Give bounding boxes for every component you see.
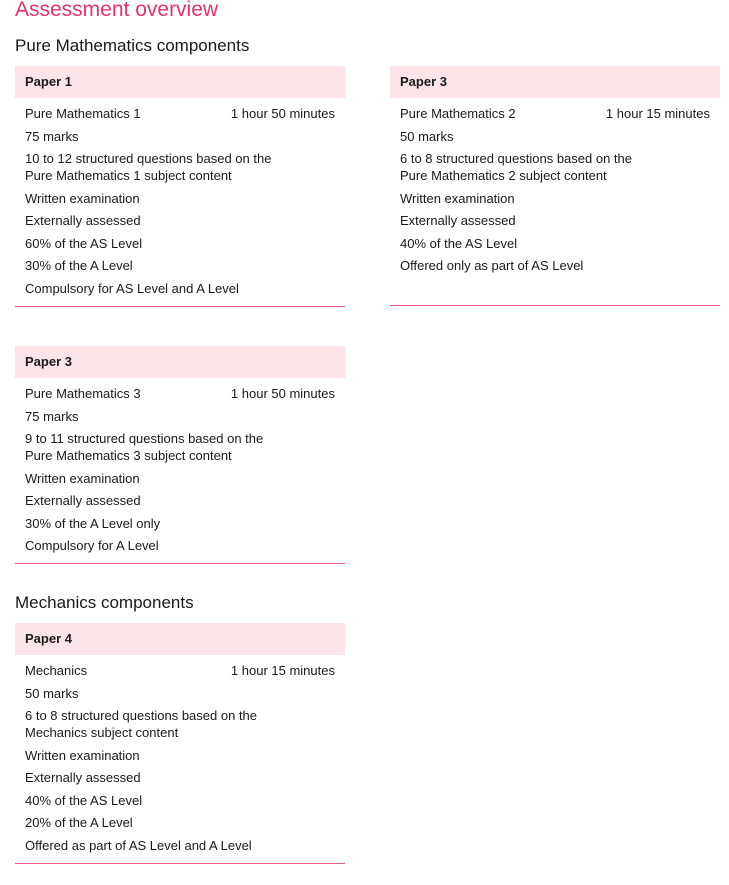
section-title-mechanics: Mechanics components: [15, 593, 194, 612]
paper-1-assessed: Externally assessed: [25, 213, 141, 228]
paper-1-questions-line2: Pure Mathematics 1 subject content: [25, 168, 232, 183]
paper-3-card: [15, 346, 345, 564]
paper-pm2-name: Pure Mathematics 2: [400, 106, 516, 121]
paper-1-body: [15, 98, 345, 306]
paper-3-body: [15, 378, 345, 563]
paper-3-marks: 75 marks: [25, 408, 79, 424]
paper-4-weight-as: 40% of the AS Level: [25, 792, 143, 808]
paper-3-header: Paper 3: [15, 346, 345, 378]
paper-4-header: Paper 4: [15, 623, 345, 655]
paper-1-exam: Written examination: [25, 190, 140, 206]
paper-1-marks: 75 marks: [25, 128, 79, 144]
paper-3-duration: 1 hour 50 minutes: [230, 386, 335, 401]
paper-3-questions-line1: 9 to 11 structured questions based on the: [25, 431, 264, 446]
paper-pm2-note: Offered only as part of AS Level: [400, 258, 584, 273]
paper-4-title-row: [25, 662, 335, 679]
paper-4-card: [15, 623, 345, 864]
paper-4-questions-line1: 6 to 8 structured questions based on the: [25, 708, 257, 723]
paper-4-duration: 1 hour 15 minutes: [230, 663, 335, 678]
paper-4-weight-a: 20% of the A Level: [25, 815, 133, 830]
paper-4-marks: 50 marks: [25, 685, 79, 701]
paper-pm2-marks: 50 marks: [400, 128, 454, 144]
paper-pm2-title-row: [400, 105, 710, 122]
paper-1-header: Paper 1: [15, 66, 345, 98]
section-title-pure: Pure Mathematics components: [15, 36, 250, 55]
paper-1-duration: 1 hour 50 minutes: [230, 106, 335, 121]
paper-pm2-card: [390, 66, 720, 306]
paper-pm2-header: Paper 3: [390, 66, 720, 98]
paper-3-assessed: Externally assessed: [25, 493, 141, 508]
paper-4-exam: Written examination: [25, 747, 140, 763]
paper-pm2-assessed: Externally assessed: [400, 213, 516, 228]
paper-pm2-questions-line2: Pure Mathematics 2 subject content: [400, 168, 607, 183]
paper-1-card: [15, 66, 345, 307]
paper-4-questions: [25, 707, 335, 741]
paper-3-name: Pure Mathematics 3: [25, 386, 141, 401]
paper-3-weight-a: 30% of the A Level only: [25, 515, 161, 531]
paper-4-note: Offered as part of AS Level and A Level: [25, 837, 252, 853]
paper-3-note: Compulsory for A Level: [25, 538, 159, 553]
paper-4-assessed: Externally assessed: [25, 770, 141, 785]
paper-pm2-questions: [400, 150, 710, 184]
paper-3-questions-line2: Pure Mathematics 3 subject content: [25, 448, 232, 463]
page-title: Assessment overview: [15, 0, 219, 21]
paper-1-questions: [25, 150, 335, 184]
paper-1-questions-line1: 10 to 12 structured questions based on the: [25, 151, 272, 166]
paper-pm2-body: [390, 98, 720, 305]
paper-3-exam: Written examination: [25, 470, 140, 486]
paper-3-title-row: [25, 385, 335, 402]
paper-4-questions-line2: Mechanics subject content: [25, 725, 179, 740]
paper-1-name: Pure Mathematics 1: [25, 106, 141, 121]
paper-1-note: Compulsory for AS Level and A Level: [25, 280, 239, 296]
paper-1-weight-as: 60% of the AS Level: [25, 235, 143, 251]
paper-pm2-duration: 1 hour 15 minutes: [605, 106, 710, 121]
paper-1-weight-a: 30% of the A Level: [25, 258, 133, 273]
paper-4-name: Mechanics: [25, 663, 88, 678]
paper-1-title-row: [25, 105, 335, 122]
paper-pm2-weight-as: 40% of the AS Level: [400, 235, 518, 251]
paper-pm2-questions-line1: 6 to 8 structured questions based on the: [400, 151, 632, 166]
paper-3-questions: [25, 430, 335, 464]
paper-pm2-exam: Written examination: [400, 190, 515, 206]
paper-4-body: [15, 655, 345, 863]
